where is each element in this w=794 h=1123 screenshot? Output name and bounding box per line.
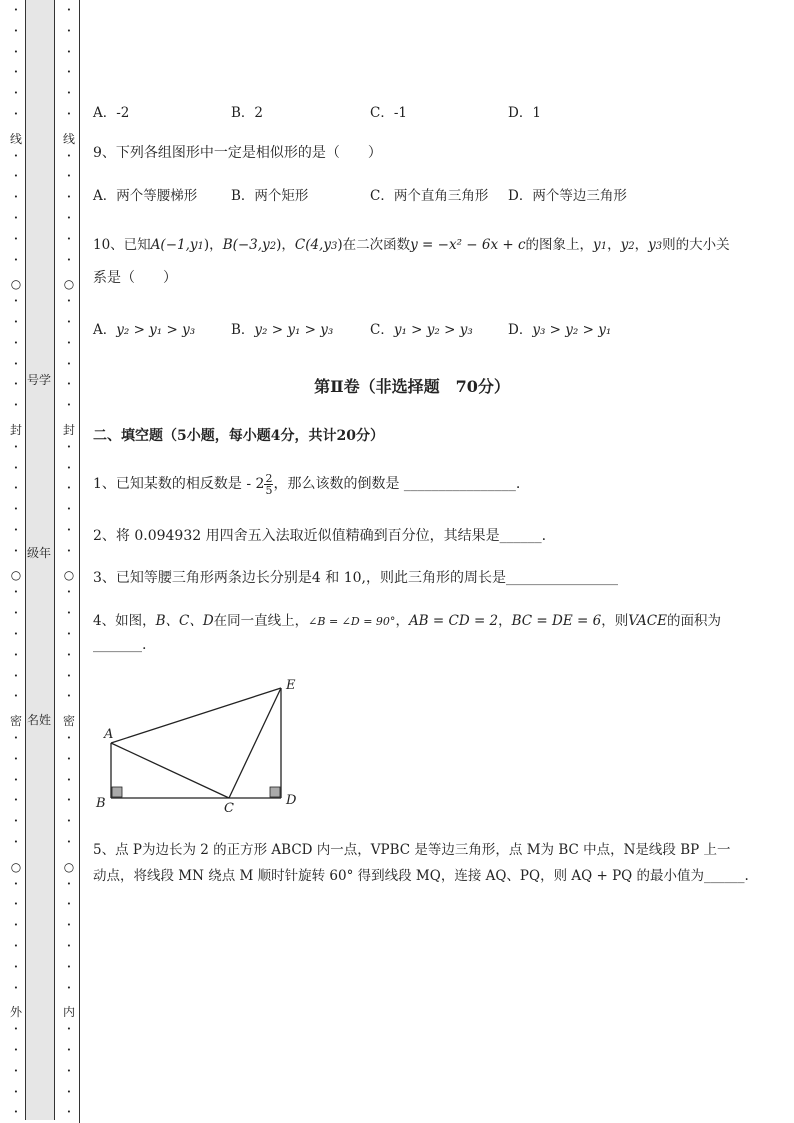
dot: • xyxy=(13,505,19,514)
right-angle-d xyxy=(270,787,280,797)
dot: • xyxy=(66,297,72,306)
dot: • xyxy=(66,234,72,243)
dot: • xyxy=(66,47,72,56)
outer-dot-column xyxy=(9,0,23,1123)
dot: • xyxy=(66,214,72,222)
dot: • xyxy=(66,546,72,555)
q10-option-c: C．y₁ > y₂ > y₃ xyxy=(370,322,473,338)
q10-point-a: A(−1,y xyxy=(150,237,198,253)
dot: • xyxy=(66,526,72,534)
q10-function: y = −x² − 6x + c xyxy=(410,237,526,253)
dot: • xyxy=(13,68,19,77)
dot: • xyxy=(66,734,72,742)
dot: • xyxy=(13,671,19,680)
dot: • xyxy=(13,734,19,742)
margin-mark: ○ xyxy=(63,277,75,291)
dot: • xyxy=(13,1108,19,1117)
q8-option-b: B．2 xyxy=(231,105,264,121)
dot: • xyxy=(13,692,19,701)
dot: • xyxy=(66,900,72,909)
margin-mark: ○ xyxy=(10,568,22,582)
label-c: C xyxy=(224,801,234,814)
q10-tail: 的图象上， xyxy=(525,237,594,253)
fill5-line1: 5、点 P为边长为 2 的正方形 ABCD 内一点，VPBC 是等边三角形，点 M为 BC 中点，N是线段 BP 上一 xyxy=(93,842,731,858)
dot: • xyxy=(13,775,19,784)
dot: • xyxy=(66,838,72,846)
dot: • xyxy=(13,942,19,950)
q8-option-a: A．-2 xyxy=(93,105,130,121)
dot: • xyxy=(66,193,72,202)
dot: • xyxy=(66,1066,72,1075)
dot: • xyxy=(13,983,19,992)
dot: • xyxy=(66,588,72,597)
dot: • xyxy=(13,1087,19,1096)
fill1: 1、已知某数的相反数是 - 2 $\frac{2}{5}$ ，那么该数的倒数是 ________________. xyxy=(93,471,521,497)
fill4-line2: _______. xyxy=(93,637,147,653)
margin-mark: 封 xyxy=(62,423,75,437)
dot: • xyxy=(66,1108,72,1117)
margin-mark: ○ xyxy=(10,860,22,874)
dot: • xyxy=(66,692,72,701)
segment-ae xyxy=(111,688,281,743)
dot: • xyxy=(66,401,72,410)
label-a: A xyxy=(104,727,114,742)
dot: • xyxy=(66,380,72,389)
dot: • xyxy=(13,838,19,846)
q9-option-d: D．两个等边三角形 xyxy=(508,188,627,204)
q10-option-b: B．y₂ > y₁ > y₃ xyxy=(231,322,334,338)
dot: • xyxy=(66,318,72,326)
margin-mark: 线 xyxy=(62,132,75,146)
dot: • xyxy=(66,26,72,35)
dot: • xyxy=(66,650,72,659)
dot: • xyxy=(13,1025,19,1034)
dot: • xyxy=(66,1087,72,1096)
name-label: 名姓 xyxy=(26,713,51,727)
dot: • xyxy=(66,879,72,888)
dot: • xyxy=(13,318,19,326)
q10-number: 10、已知 xyxy=(93,237,151,253)
fill4-line1: 4、如图，B、C、D在同一直线上，∠B = ∠D = 90°，AB = CD = 2，BC = DE = 6，则VACE的面积为 xyxy=(93,613,721,629)
dot: • xyxy=(13,6,19,14)
dot: • xyxy=(13,1066,19,1075)
dot: • xyxy=(13,796,19,805)
dot: • xyxy=(13,463,19,472)
dot: • xyxy=(13,609,19,618)
q9-stem: 9、下列各组图形中一定是相似形的是（ ） xyxy=(93,145,382,161)
dot: • xyxy=(66,338,72,347)
dot: • xyxy=(13,526,19,534)
dot: • xyxy=(66,89,72,98)
right-angle-b xyxy=(112,787,122,797)
dot: • xyxy=(66,609,72,618)
inner-dot-column xyxy=(62,0,76,1123)
segment-ac xyxy=(111,743,229,798)
dot: • xyxy=(13,630,19,638)
dot: • xyxy=(66,775,72,784)
q10-option-a: A．y₂ > y₁ > y₃ xyxy=(93,322,196,338)
dot: • xyxy=(13,962,19,971)
triangle-figure xyxy=(88,674,318,814)
dot: • xyxy=(66,1046,72,1054)
dot: • xyxy=(13,193,19,202)
dot: • xyxy=(13,214,19,222)
margin-mark: 内 xyxy=(62,1005,75,1019)
dot: • xyxy=(13,26,19,35)
q10-on-text: 在二次函数 xyxy=(342,237,411,253)
dot: • xyxy=(13,89,19,98)
fill2: 2、将 0.094932 用四舍五入法取近似值精确到百分位，其结果是______. xyxy=(93,528,547,544)
margin-mark: 封 xyxy=(9,423,22,437)
dot: • xyxy=(66,942,72,950)
margin-mark: 密 xyxy=(62,714,75,728)
dot: • xyxy=(13,338,19,347)
margin-mark: 线 xyxy=(9,132,22,146)
dot: • xyxy=(66,796,72,805)
margin-mark: ○ xyxy=(63,568,75,582)
fill1-fraction: $\frac{2}{5}$ xyxy=(265,471,273,497)
dot: • xyxy=(66,505,72,514)
dot: • xyxy=(13,401,19,410)
dot: • xyxy=(66,442,72,451)
q10-option-d: D．y₃ > y₂ > y₁ xyxy=(508,322,612,338)
dot: • xyxy=(13,1046,19,1054)
q10-point-c: C(4,y xyxy=(294,237,331,253)
dot: • xyxy=(13,921,19,930)
dot: • xyxy=(66,68,72,77)
dot: • xyxy=(13,588,19,597)
dot: • xyxy=(13,110,19,118)
dot: • xyxy=(66,1025,72,1034)
dot: • xyxy=(13,650,19,659)
dot: • xyxy=(13,900,19,909)
label-e: E xyxy=(286,678,296,693)
dot: • xyxy=(13,754,19,763)
dot: • xyxy=(13,442,19,451)
dot: • xyxy=(13,234,19,243)
dot: • xyxy=(13,255,19,264)
dot: • xyxy=(66,172,72,181)
dot: • xyxy=(13,380,19,389)
dot: • xyxy=(13,546,19,555)
dot: • xyxy=(13,879,19,888)
q10-stem-line2: 系是（ ） xyxy=(93,270,177,286)
q8-option-c: C．-1 xyxy=(370,105,407,121)
margin-mark: ○ xyxy=(10,277,22,291)
dot: • xyxy=(66,983,72,992)
margin-mark: 密 xyxy=(9,714,22,728)
q9-option-b: B．两个矩形 xyxy=(231,188,309,204)
dot: • xyxy=(66,484,72,493)
dot: • xyxy=(66,151,72,160)
dot: • xyxy=(66,671,72,680)
grade-label: 级年 xyxy=(26,546,51,560)
q9-option-c: C．两个直角三角形 xyxy=(370,188,489,204)
fill5-line2: 动点，将线段 MN 绕点 M 顺时针旋转 60° 得到线段 MQ，连接 AQ、PQ，则 AQ + PQ 的最小值为______. xyxy=(93,868,749,884)
label-b: B xyxy=(96,796,106,811)
part2-title: 第Ⅱ卷（非选择题 70分） xyxy=(314,377,510,396)
q10-point-b: B(−3,y xyxy=(222,237,270,253)
dot: • xyxy=(66,255,72,264)
dot: • xyxy=(13,817,19,826)
dot: • xyxy=(66,110,72,118)
dot: • xyxy=(66,630,72,638)
fill3: 3、已知等腰三角形两条边长分别是4 和 10,，则此三角形的周长是________________ xyxy=(93,570,618,586)
dot: • xyxy=(13,151,19,160)
margin-mark: 外 xyxy=(9,1005,22,1019)
dot: • xyxy=(66,921,72,930)
label-d: D xyxy=(286,793,297,808)
dot: • xyxy=(66,359,72,368)
q10-stem-line1: 10、已知A(−1,y1)，B(−3,y2)，C(4,y3)在二次函数y = −x² − 6x + c的图象上，y1，y2，y3则的大小关 xyxy=(93,237,730,253)
dot: • xyxy=(13,484,19,493)
binding-rule xyxy=(79,0,80,1123)
dot: • xyxy=(66,6,72,14)
segment-ce xyxy=(229,688,281,798)
margin-mark: ○ xyxy=(63,860,75,874)
dot: • xyxy=(66,754,72,763)
q10-relation: 则的大小关 xyxy=(662,237,730,253)
dot: • xyxy=(66,463,72,472)
dot: • xyxy=(13,297,19,306)
q9-option-a: A．两个等腰梯形 xyxy=(93,188,198,204)
dot: • xyxy=(13,47,19,56)
q8-option-d: D．1 xyxy=(508,105,541,121)
section2-heading: 二、填空题（5小题，每小题4分，共计20分） xyxy=(93,428,384,444)
dot: • xyxy=(13,359,19,368)
dot: • xyxy=(66,817,72,826)
student-number-label: 号学 xyxy=(26,373,51,387)
dot: • xyxy=(13,172,19,181)
dot: • xyxy=(66,962,72,971)
